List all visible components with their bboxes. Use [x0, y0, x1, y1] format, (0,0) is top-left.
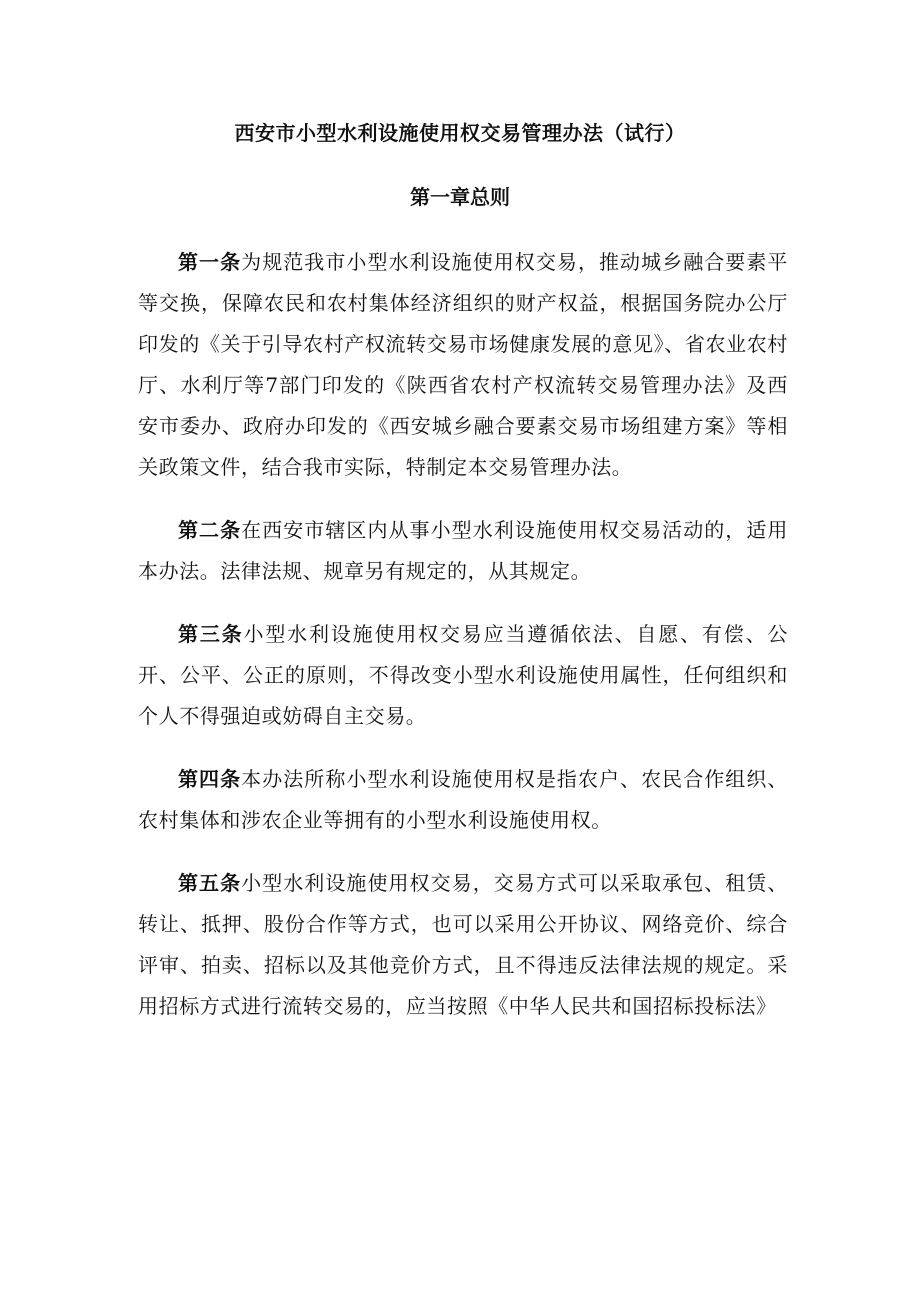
- article-label: 第五条: [178, 871, 242, 895]
- document-body: [138, 242, 788, 1049]
- article-text: 小型水利设施使用权交易应当遵循依法、自愿、有偿、公开、公平、公正的原则，不得改变小型水利设施使用属性，任何组织和个人不得强迫或妨碍自主交易。: [138, 622, 788, 728]
- chapter-title: 第一章总则: [410, 185, 510, 209]
- article-text: 为规范我市小型水利设施使用权交易，推动城乡融合要素平等交换，保障农民和农村集体经济组织的财产权益，根据国务院办公厅印发的《关于引导农村产权流转交易市场健康发展的意见》、省农业农村厅、水利厅等7部门印发的《陕西省农村产权流转交易管理办法》及西安市委办、政府办印发的《西安城乡融合要素交易市场组建方案》等相关政策文件，结合我市实际，特制定本交易管理办法。: [138, 250, 788, 479]
- document-title: 西安市小型水利设施使用权交易管理办法（试行）: [234, 121, 686, 145]
- article-5: [138, 863, 788, 1027]
- article-3: [138, 614, 788, 737]
- article-label: 第一条: [178, 250, 242, 274]
- article-text: 在西安市辖区内从事小型水利设施使用权交易活动的，适用本办法。法律法规、规章另有规定的，从其规定。: [138, 518, 788, 583]
- article-label: 第三条: [178, 622, 244, 646]
- article-label: 第四条: [178, 767, 242, 791]
- article-2: [138, 510, 788, 592]
- article-text: 本办法所称小型水利设施使用权是指农户、农民合作组织、农村集体和涉农企业等拥有的小型水利设施使用权。: [138, 767, 788, 832]
- article-4: [138, 759, 788, 841]
- article-text: 小型水利设施使用权交易，交易方式可以采取承包、租赁、转让、抵押、股份合作等方式，也可以采用公开协议、网络竞价、综合评审、拍卖、招标以及其他竞价方式，且不得违反法律法规的规定。采用招标方式进行流转交易的，应当按照《中华人民共和国招标投标法》: [138, 871, 788, 1018]
- article-label: 第二条: [178, 518, 242, 542]
- article-1: [138, 242, 788, 488]
